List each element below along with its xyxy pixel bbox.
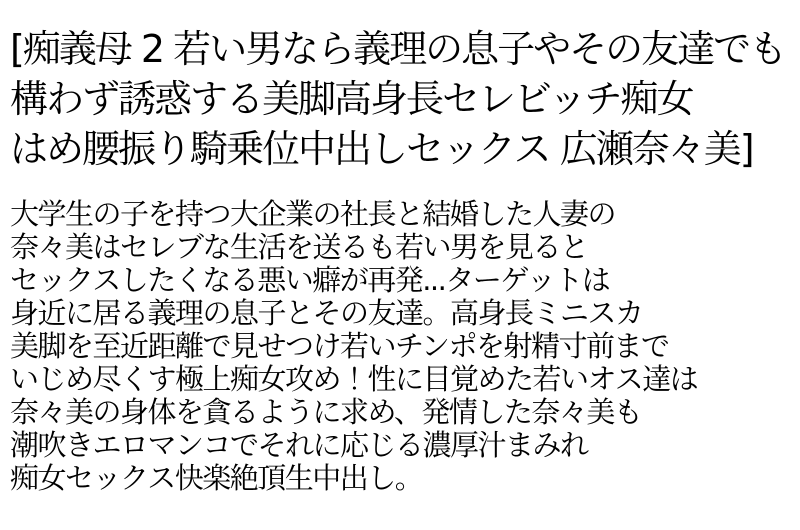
description-line-2: 奈々美はセレブな生活を送るも若い男を見ると <box>10 230 588 264</box>
title-line-1: [痴義母 2 若い男なら義理の息子やその友達でも <box>10 27 786 71</box>
title-line-3: はめ腰振り騎乗位中出しセックス 広瀬奈々美] <box>10 127 753 171</box>
title-block <box>10 24 794 174</box>
description-line-6: いじめ尽くす極上痴女攻め！性に目覚めた若いオス達は <box>10 362 698 396</box>
description-block <box>10 198 794 495</box>
description-line-4: 身近に居る義理の息子とその友達。高身長ミニスカ <box>10 296 643 330</box>
description-line-1: 大学生の子を持つ大企業の社長と結婚した人妻の <box>10 197 616 231</box>
description-line-9: 痴女セックス快楽絶頂生中出し。 <box>10 461 423 495</box>
description-line-5: 美脚を至近距離で見せつけ若いチンポを射精寸前まで <box>10 329 669 363</box>
description-line-3: セックスしたくなる悪い癖が再発...ターゲットは <box>10 263 610 297</box>
title-line-2: 構わず誘惑する美脚高身長セレビッチ痴女 <box>10 77 693 121</box>
description-line-7: 奈々美の身体を貪るように求め、発情した奈々美も <box>10 395 642 429</box>
description-line-8: 潮吹きエロマンコでそれに応じる濃厚汁まみれ <box>10 428 588 462</box>
